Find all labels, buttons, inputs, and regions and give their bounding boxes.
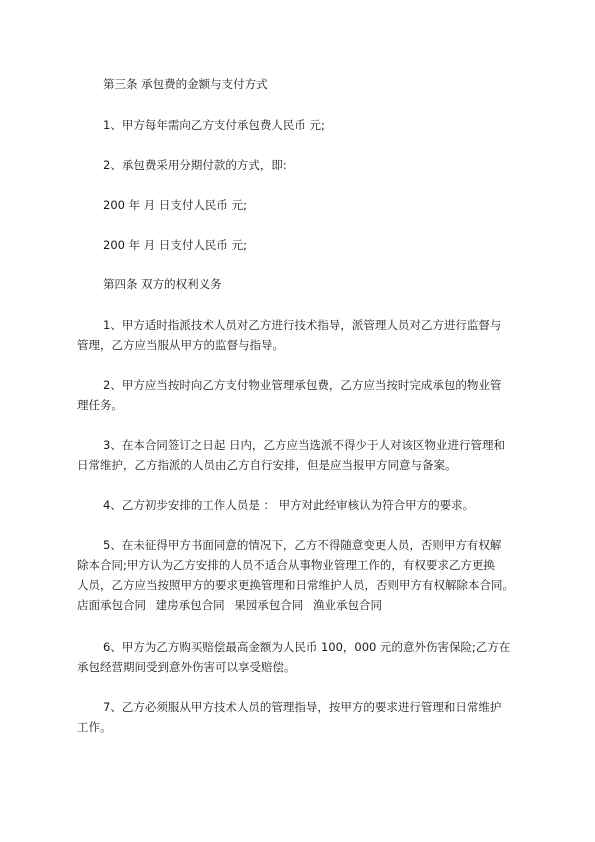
article4-heading: 第四条 双方的权利义务: [103, 277, 222, 291]
article4-item7-line2: 工作。: [77, 720, 112, 734]
article4-item1-line1: 1、甲方适时指派技术人员对乙方进行技术指导，派管理人员对乙方进行监督与: [103, 318, 502, 332]
article4-item1-line2: 管理，乙方应当服从甲方的监督与指导。: [77, 338, 284, 352]
article4-item5-line1: 5、在未征得甲方书面同意的情况下，乙方不得随意变更人员，否则甲方有权解: [103, 538, 502, 552]
article3-heading: 第三条 承包费的金额与支付方式: [103, 77, 268, 91]
article4-item3-line2: 日常维护，乙方指派的人员由乙方自行安排，但是应当报甲方同意与备案。: [77, 458, 457, 472]
article4-item4: 4、乙方初步安排的工作人员是 ： 甲方对此经审核认为符合甲方的要求。: [103, 498, 475, 512]
article3-item1: 1、甲方每年需向乙方支付承包费人民币 元;: [103, 118, 325, 132]
article4-item2-line2: 理任务。: [77, 398, 123, 412]
related-contracts-links: [0, 597, 595, 613]
related-link-storefront[interactable]: 店面承包合同: [77, 598, 146, 612]
article4-item2-line1: 2、甲方应当按时向乙方支付物业管理承包费，乙方应当按时完成承包的物业管: [103, 378, 502, 392]
related-link-construction[interactable]: 建房承包合同: [155, 598, 225, 612]
related-link-orchard[interactable]: 果园承包合同: [234, 598, 304, 612]
installment-line-1: 200 年 月 日支付人民币 元;: [103, 198, 247, 212]
article4-item3-line1: 3、在本合同签订之日起 日内，乙方应当选派不得少于人对该区物业进行管理和: [103, 438, 505, 452]
article4-item5-line2: 除本合同;甲方认为乙方安排的人员不适合从事物业管理工作的，有权要求乙方更换: [77, 558, 495, 572]
installment-line-2: 200 年 月 日支付人民币 元;: [103, 238, 247, 252]
article4-item6-line2: 承包经营期间受到意外伤害可以享受赔偿。: [77, 660, 296, 674]
article4-item5-line3: 人员，乙方应当按照甲方的要求更换管理和日常维护人员，否则甲方有权解除本合同。: [77, 578, 514, 592]
article3-item2: 2、承包费采用分期付款的方式，即:: [103, 158, 287, 172]
article4-item6-line1: 6、甲方为乙方购买赔偿最高金额为人民币 100，000 元的意外伤害保险;乙方在: [103, 640, 511, 654]
related-link-fishery[interactable]: 渔业承包合同: [312, 598, 382, 612]
article4-item7-line1: 7、乙方必须服从甲方技术人员的管理指导，按甲方的要求进行管理和日常维护: [103, 700, 502, 714]
